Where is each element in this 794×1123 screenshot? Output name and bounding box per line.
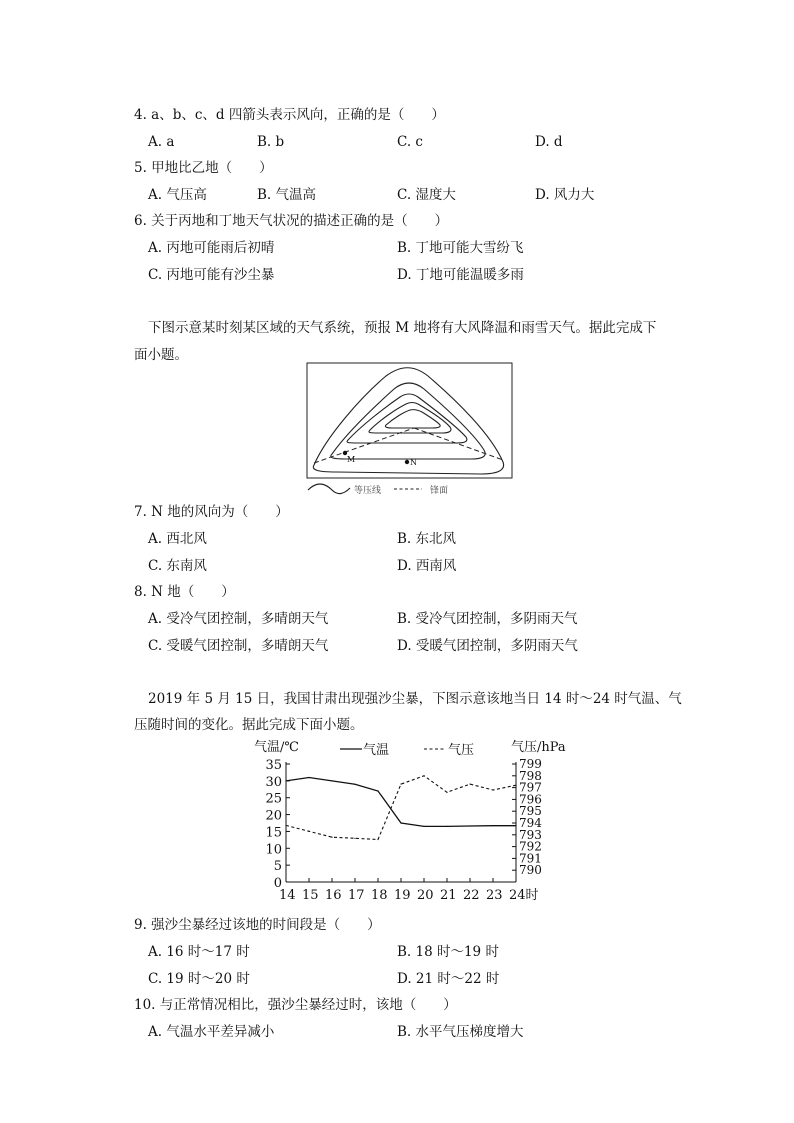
question-7-option-d: D. 西南风 <box>397 558 457 574</box>
point-m-label: M <box>347 455 356 464</box>
pressure-data-point <box>400 783 401 784</box>
question-10-option-b: B. 水平气压梯度增大 <box>397 1024 524 1040</box>
question-9-option-b: B. 18 时～19 时 <box>397 944 499 960</box>
question-7-option-c: C. 东南风 <box>148 558 207 574</box>
passage-3-line-2: 压随时间的变化。据此完成下面小题。 <box>134 717 364 733</box>
legend-isobar-symbol <box>308 484 350 494</box>
question-6-option-a: A. 丙地可能雨后初晴 <box>148 240 275 256</box>
y-left-tick-label: 0 <box>273 876 282 891</box>
pressure-data-point <box>285 825 286 826</box>
pressure-data-point <box>515 785 516 786</box>
temperature-data-point <box>377 790 378 791</box>
question-10-stem: 10. 与正常情况相比，强沙尘暴经过时，该地（ ） <box>134 997 457 1013</box>
isobar-outer <box>313 368 503 474</box>
y-left-tick-label: 10 <box>265 842 282 858</box>
temperature-data-point <box>308 777 309 778</box>
temperature-data-point <box>469 825 470 826</box>
y-left-tick-label: 35 <box>265 758 282 773</box>
front-left <box>314 428 414 463</box>
y-right-tick-label: 792 <box>519 839 542 854</box>
question-7-stem: 7. N 地的风向为（ ） <box>134 504 289 520</box>
question-8-option-a: A. 受冷气团控制，多晴朗天气 <box>148 611 329 627</box>
weather-system-figure <box>306 362 516 502</box>
question-5-option-d: D. 风力大 <box>535 187 595 203</box>
passage-2-line-1: 下图示意某时刻某区域的天气系统，预报 M 地将有大风降温和雨雪天气。据此完成下 <box>148 320 657 336</box>
temperature-data-point <box>423 826 424 827</box>
y-right-tick-label: 797 <box>519 780 542 795</box>
x-tick-label: 22 <box>463 888 480 903</box>
passage-2-line-2: 面小题。 <box>134 347 188 363</box>
x-tick-label: 14 <box>279 888 296 903</box>
y-right-tick-label: 793 <box>519 827 542 842</box>
x-tick-label: 18 <box>371 888 388 903</box>
question-8-option-b: B. 受冷气团控制，多阴雨天气 <box>397 611 578 627</box>
y-left-tick-label: 20 <box>265 808 282 824</box>
pressure-series-line <box>286 776 516 840</box>
y-left-tick-label: 30 <box>265 774 282 790</box>
legend-pressure-label: 气压 <box>448 743 475 758</box>
y-left-tick-label: 15 <box>265 825 282 841</box>
question-6-option-d: D. 丁地可能温暖多雨 <box>397 267 524 283</box>
y-right-axis-label: 气压/hPa <box>511 740 566 755</box>
y-left-tick-label: 25 <box>265 791 282 807</box>
pressure-data-point <box>377 839 378 840</box>
question-5-stem: 5. 甲地比乙地（ ） <box>134 160 273 176</box>
question-8-option-d: D. 受暖气团控制，多阴雨天气 <box>397 638 578 654</box>
x-tick-label: 19 <box>394 888 411 903</box>
temperature-data-point <box>515 825 516 826</box>
question-5-option-a: A. 气压高 <box>148 187 207 203</box>
question-9-option-a: A. 16 时～17 时 <box>148 944 250 960</box>
x-tick-label: 20 <box>417 888 434 903</box>
question-5-option-c: C. 湿度大 <box>397 187 456 203</box>
point-n-marker <box>405 460 409 464</box>
question-5-option-b: B. 气温高 <box>257 187 317 203</box>
question-6-stem: 6. 关于丙地和丁地天气状况的描述正确的是（ ） <box>134 213 449 229</box>
pressure-data-point <box>469 783 470 784</box>
temperature-pressure-chart <box>248 734 588 904</box>
question-6-option-b: B. 丁地可能大雪纷飞 <box>397 240 524 256</box>
y-right-tick-label: 794 <box>519 816 542 830</box>
question-4-option-a: A. a <box>148 134 175 150</box>
pressure-data-point <box>446 792 447 793</box>
question-4-option-b: B. b <box>257 134 285 150</box>
temperature-data-point <box>285 780 286 781</box>
y-right-tick-label: 795 <box>519 804 542 819</box>
x-tick-label: 16 <box>325 888 342 903</box>
question-4-option-c: C. c <box>397 134 423 150</box>
temperature-data-point <box>492 825 493 826</box>
question-7-option-b: B. 东北风 <box>397 531 457 547</box>
question-8-stem: 8. N 地（ ） <box>134 584 235 600</box>
pressure-data-point <box>308 831 309 832</box>
x-tick-label: 24时 <box>509 888 539 903</box>
question-9-option-d: D. 21 时～22 时 <box>397 971 500 987</box>
question-7-option-a: A. 西北风 <box>148 531 207 547</box>
pressure-data-point <box>354 838 355 839</box>
point-n-label: N <box>410 458 417 467</box>
temperature-data-point <box>400 822 401 823</box>
y-right-tick-label: 796 <box>519 792 542 807</box>
x-tick-label: 21 <box>440 888 457 903</box>
y-right-tick-label: 790 <box>519 863 542 878</box>
question-8-option-c: C. 受暖气团控制，多晴朗天气 <box>148 638 329 654</box>
isobar-3 <box>347 394 467 443</box>
y-left-tick-label: 5 <box>273 859 282 875</box>
question-9-option-c: C. 19 时～20 时 <box>148 971 250 987</box>
temperature-data-point <box>446 826 447 827</box>
question-6-option-c: C. 丙地可能有沙尘暴 <box>148 267 275 283</box>
legend-temperature-label: 气温 <box>363 743 390 758</box>
y-left-axis-label: 气温/℃ <box>254 740 299 755</box>
question-4-option-d: D. d <box>535 134 563 150</box>
temperature-data-point <box>354 784 355 785</box>
x-tick-label: 17 <box>348 888 365 903</box>
temperature-series-line <box>286 778 516 827</box>
pressure-data-point <box>423 775 424 776</box>
y-right-tick-label: 798 <box>519 768 542 783</box>
question-4-stem: 4. a、b、c、d 四箭头表示风向，正确的是（ ） <box>134 107 445 123</box>
x-tick-label: 23 <box>486 888 503 903</box>
legend-isobar-label: 等压线 <box>354 486 382 496</box>
question-10-option-a: A. 气温水平差异减小 <box>148 1024 275 1040</box>
passage-3-line-1: 2019 年 5 月 15 日，我国甘肃出现强沙尘暴，下图示意该地当日 14 时～24 时气温、气 <box>148 691 682 707</box>
pressure-data-point <box>492 789 493 790</box>
question-9-stem: 9. 强沙尘暴经过该地的时间段是（ ） <box>134 917 381 933</box>
x-tick-label: 15 <box>302 888 319 903</box>
legend-front-label: 锋面 <box>430 486 449 496</box>
pressure-data-point <box>331 837 332 838</box>
y-right-tick-label: 799 <box>519 757 542 771</box>
temperature-data-point <box>331 780 332 781</box>
y-right-tick-label: 791 <box>519 851 542 866</box>
